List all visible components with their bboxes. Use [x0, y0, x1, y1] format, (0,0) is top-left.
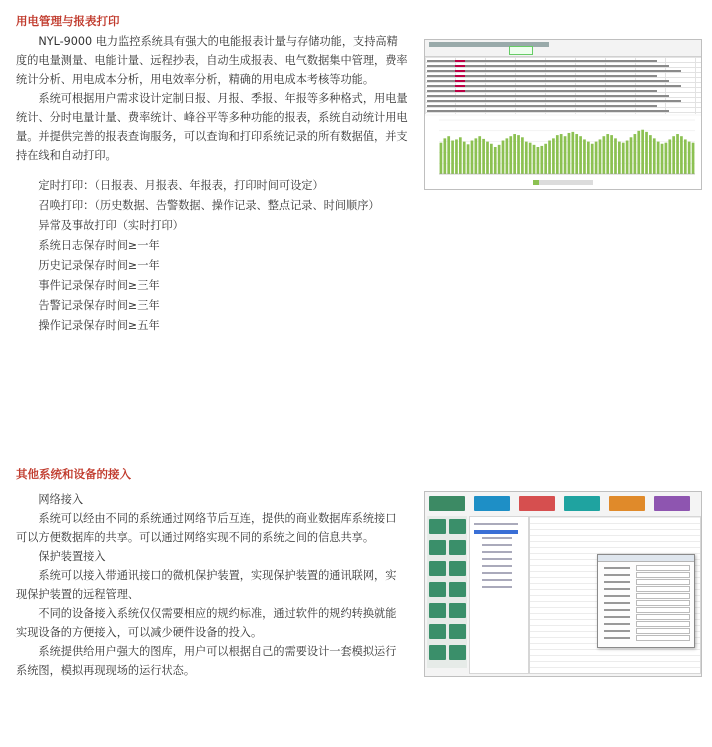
chart-bar	[618, 142, 621, 174]
chart-bar	[668, 139, 671, 174]
spreadsheet-row	[427, 110, 669, 112]
chart-bar	[440, 143, 443, 174]
chart-bar	[575, 134, 578, 174]
list-item: 历史记录保存时间≥一年	[38, 259, 160, 272]
chart-bar	[451, 141, 454, 174]
chart-bar	[517, 135, 520, 174]
spreadsheet-unit-cell	[455, 75, 465, 77]
list-item: 系统日志保存时间≥一年	[38, 239, 160, 252]
chart-bar	[467, 144, 470, 174]
chart-bar	[513, 134, 516, 174]
tree-node	[482, 551, 512, 553]
device-tree	[469, 516, 529, 674]
chart-bar	[676, 134, 679, 174]
chart-bar	[537, 147, 540, 174]
sidebar-function-button	[449, 540, 466, 555]
chart-bar	[692, 143, 695, 174]
spreadsheet-row	[427, 95, 669, 97]
sidebar-function-button	[449, 582, 466, 597]
chart-bar	[599, 139, 602, 174]
sidebar-function-button	[429, 540, 446, 555]
tree-node	[482, 572, 512, 574]
chart-bar	[482, 139, 485, 174]
sidebar-function-button	[429, 561, 446, 576]
chart-bar	[684, 139, 687, 174]
chart-bar	[571, 132, 574, 174]
dialog-field-input	[636, 635, 690, 641]
chart-bar	[688, 142, 691, 174]
chart-bar	[548, 141, 551, 174]
sidebar-function-button	[449, 645, 466, 660]
section2-heading: 其他系统和设备的接入	[16, 467, 131, 481]
chart-bar	[521, 137, 524, 174]
chart-bar	[506, 138, 509, 174]
chart-bar	[610, 135, 613, 174]
spreadsheet-unit-cell	[455, 85, 465, 87]
module-tile	[519, 496, 555, 511]
sidebar-function-button	[429, 519, 446, 534]
chart-bar	[463, 142, 466, 174]
module-tile	[654, 496, 690, 511]
print-options-list	[16, 176, 380, 336]
chart-bar	[657, 142, 660, 174]
chart-bar	[602, 136, 605, 174]
chart-bar	[665, 143, 668, 174]
sidebar-function-button	[429, 624, 446, 639]
chart-bar	[641, 130, 644, 174]
module-tile	[429, 496, 465, 511]
tree-node	[482, 565, 512, 567]
chart-bar	[630, 137, 633, 174]
dialog-field-input	[636, 593, 690, 599]
section1-paragraph-1: NYL-9000 电力监控系统具有强大的电能报表计量与存储功能，支持高精度的电量测量、电能计量、远程抄表，自动生成报表、电气数据集中管理，费率统计分析、用电成本分析，用电效率分析，精确的用电成本考核等功能。	[16, 35, 408, 86]
chart-bar	[564, 136, 567, 174]
chart-bar	[533, 145, 536, 174]
dialog-field-label	[604, 574, 630, 576]
spreadsheet-row	[427, 100, 681, 102]
dialog-field-input	[636, 628, 690, 634]
chart-legend	[533, 180, 593, 185]
chart-bar	[634, 134, 637, 174]
chart-bar	[591, 144, 594, 174]
section2-paragraph-2: 系统可以接入带通讯接口的微机保护装置，实现保护装置的通讯联网，实现保护装置的远程管理、	[16, 569, 397, 601]
software-screenshot	[424, 491, 702, 677]
chart-bar	[556, 135, 559, 174]
dialog-field-label	[604, 609, 630, 611]
chart-bar	[661, 144, 664, 174]
protection-access-subheading: 保护装置接入	[38, 550, 106, 563]
section1-heading: 用电管理与报表打印	[16, 14, 120, 28]
tree-node	[482, 544, 512, 546]
report-screenshot	[424, 39, 702, 190]
device-settings-dialog	[597, 554, 695, 648]
dialog-field-label	[604, 623, 630, 625]
spreadsheet-unit-cell	[455, 90, 465, 92]
chart-bar	[478, 136, 481, 174]
chart-bar	[560, 134, 563, 174]
dialog-field-label	[604, 588, 630, 590]
section1-text	[16, 32, 408, 165]
list-item: 召唤打印：（历史数据、告警数据、操作记录、整点记录、时间顺序）	[38, 199, 380, 212]
dialog-field-input	[636, 607, 690, 613]
dialog-field-input	[636, 579, 690, 585]
dialog-field-input	[636, 586, 690, 592]
chart-bar	[672, 136, 675, 174]
section2-paragraph-3: 不同的设备接入系统仅仅需要相应的规约标准，通过软件的规约转换就能实现设备的方便接入，可以减少硬件设备的投入。	[16, 607, 397, 639]
list-item: 操作记录保存时间≥五年	[38, 319, 160, 332]
dialog-field-input	[636, 600, 690, 606]
sidebar-function-button	[429, 645, 446, 660]
spreadsheet-grid	[425, 57, 701, 114]
dialog-field-label	[604, 630, 630, 632]
sidebar-function-button	[449, 519, 466, 534]
tree-node	[482, 537, 512, 539]
dialog-field-label	[604, 595, 630, 597]
section2-text	[16, 490, 404, 680]
chart-bar	[494, 147, 497, 174]
chart-bar	[587, 142, 590, 174]
chart-bar	[540, 146, 543, 174]
chart-bar	[544, 144, 547, 174]
spreadsheet-unit-cell	[455, 65, 465, 67]
chart-bar	[486, 142, 489, 174]
chart-bar	[622, 143, 625, 174]
chart-bar	[459, 137, 462, 174]
module-tile	[474, 496, 510, 511]
spreadsheet-row	[427, 105, 657, 107]
dialog-field-label	[604, 567, 630, 569]
chart-bar	[626, 141, 629, 174]
chart-bar	[568, 133, 571, 174]
dialog-field-input	[636, 621, 690, 627]
chart-bar	[614, 138, 617, 174]
chart-bar	[606, 134, 609, 174]
tree-node	[474, 530, 518, 534]
spreadsheet-selected-cell	[509, 46, 533, 55]
chart-legend-swatch	[533, 180, 539, 185]
chart-bar	[579, 136, 582, 174]
chart-bar	[653, 138, 656, 174]
dialog-field-label	[604, 637, 630, 639]
chart-bar	[637, 131, 640, 174]
chart-bar	[509, 136, 512, 174]
section2-paragraph-1: 系统可以经由不同的系统通过网络节后互连，提供的商业数据库系统接口可以方便数据库的共享。可以通过网络实现不同的系统之间的信息共享。	[16, 512, 397, 544]
sidebar-function-button	[429, 582, 446, 597]
dialog-field-label	[604, 581, 630, 583]
chart-bar	[447, 136, 450, 174]
spreadsheet-unit-cell	[455, 70, 465, 72]
module-tile	[564, 496, 600, 511]
section1-paragraph-2: 系统可根据用户需求设计定制日报、月报、季报、年报等多种格式，用电量统计、分时电量计量、费率统计、峰谷平等多种功能的报表，系统自动统计用电量。并提供完善的报表查询服务，可以查询和打印系统记录的所有数据值，并支持在线和自动打印。	[16, 92, 408, 162]
dialog-field-input	[636, 572, 690, 578]
dialog-field-input	[636, 565, 690, 571]
chart-bar	[443, 138, 446, 174]
list-item: 事件记录保存时间≥三年	[38, 279, 160, 292]
sidebar-function-button	[429, 603, 446, 618]
spreadsheet-row	[427, 70, 681, 72]
chart-bar	[455, 139, 458, 174]
chart-bar	[490, 144, 493, 174]
software-sidebar	[427, 516, 467, 668]
spreadsheet-toolbar	[425, 40, 701, 57]
spreadsheet-unit-cell	[455, 60, 465, 62]
chart-bar	[529, 143, 532, 174]
chart-bar	[595, 142, 598, 174]
sidebar-function-button	[449, 561, 466, 576]
section2-paragraph-4: 系统提供给用户强大的图库，用户可以根据自己的需要设计一套模拟运行系统图，模拟再现现场的运行状态。	[16, 645, 397, 677]
module-tile	[609, 496, 645, 511]
chart-bar	[474, 138, 477, 174]
spreadsheet-unit-cell	[455, 80, 465, 82]
chart-bar	[552, 138, 555, 174]
network-access-subheading: 网络接入	[38, 493, 84, 506]
chart-bar	[498, 145, 501, 174]
chart-bar	[645, 132, 648, 174]
chart-bar	[525, 142, 528, 174]
energy-bar-chart	[425, 116, 701, 189]
tree-node	[482, 579, 512, 581]
chart-bar	[502, 141, 505, 174]
chart-bar	[680, 136, 683, 174]
list-item: 告警记录保存时间≥三年	[38, 299, 160, 312]
dialog-field-label	[604, 616, 630, 618]
dialog-title-bar	[598, 555, 694, 562]
chart-bar	[583, 139, 586, 174]
sidebar-function-button	[449, 603, 466, 618]
dialog-field-label	[604, 602, 630, 604]
chart-bar	[471, 141, 474, 174]
chart-bar	[649, 135, 652, 174]
dialog-field-input	[636, 614, 690, 620]
tree-node	[474, 523, 518, 525]
spreadsheet-row	[427, 85, 681, 87]
sidebar-function-button	[449, 624, 466, 639]
tree-node	[482, 558, 512, 560]
list-item: 定时打印：（日报表、月报表、年报表，打印时间可设定）	[38, 179, 324, 192]
tree-node	[482, 586, 512, 588]
list-item: 异常及事故打印（实时打印）	[38, 219, 184, 232]
